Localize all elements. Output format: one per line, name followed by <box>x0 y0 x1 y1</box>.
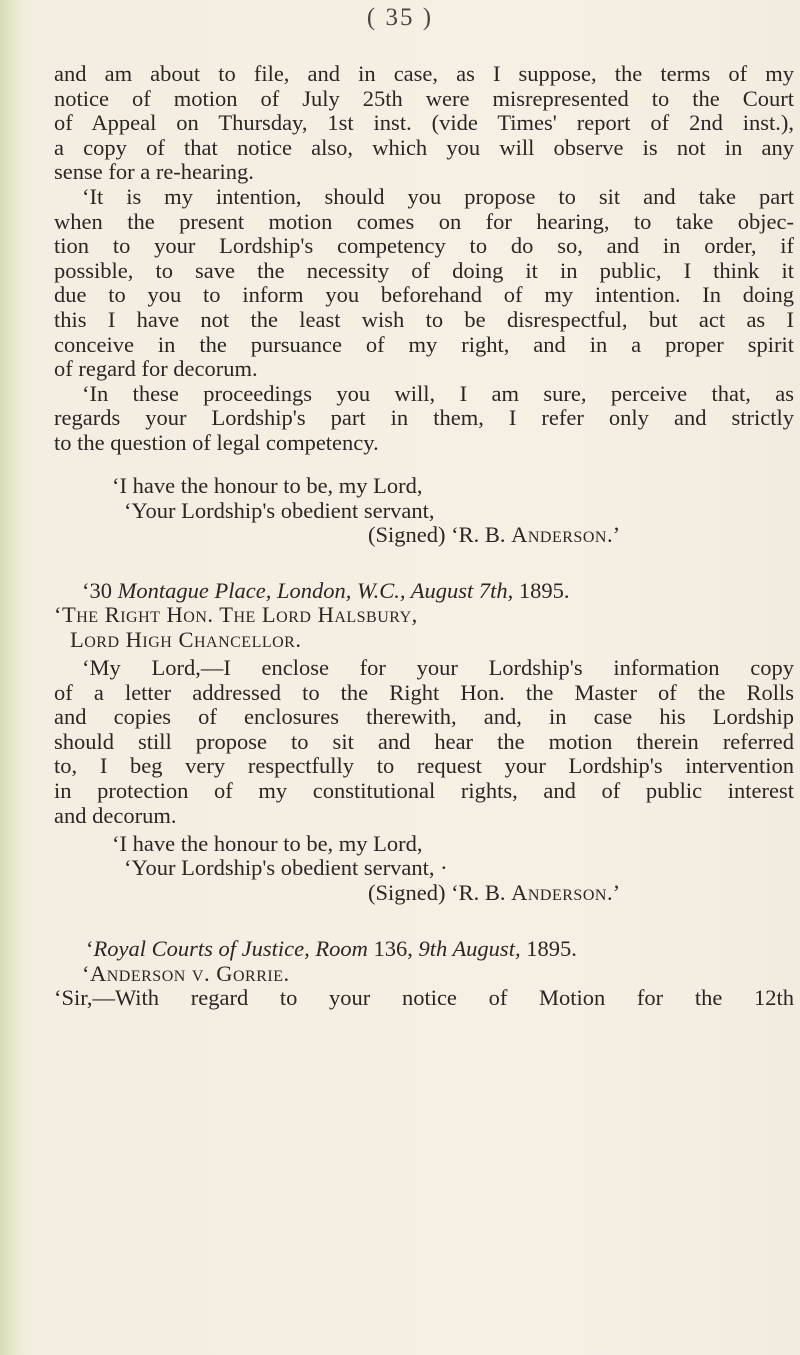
address-prefix: ‘ <box>86 936 94 961</box>
text-line: ‘It is my intention, should you propose to sit and take part <box>82 183 794 209</box>
letter-1-closing-2: ‘Your Lordship's obedient servant, <box>124 498 435 523</box>
text-line: possible, to save the necessity of doing it in public, I think it <box>54 257 794 283</box>
signature-prefix: (Signed) ‘R. B. <box>368 522 512 547</box>
address-year: 1895. <box>513 578 570 603</box>
text-line: and am about to file, and in case, as I suppose, the terms of my <box>54 61 794 86</box>
letter-3-first-line <box>54 986 794 1011</box>
letter-2-recipient-name: ‘The Right Hon. The Lord Halsbury, <box>54 602 418 627</box>
page-number: ( 35 ) <box>366 4 434 31</box>
letter-1-closing-1: ‘I have the honour to be, my Lord, <box>112 473 423 498</box>
letter-2-closing-2: ‘Your Lordship's obedient servant, · <box>124 855 448 880</box>
letter-2-address <box>82 579 570 604</box>
text-line: and copies of enclosures therewith, and, in case his Lordship <box>54 704 794 730</box>
text-line: and decorum. <box>54 802 177 828</box>
letter-2-signature <box>368 881 620 906</box>
text-line: to, I beg very respectfully to request your Lordship's intervention <box>54 753 794 779</box>
text-line: sense for a re-hearing. <box>54 159 254 185</box>
address-room: 136, <box>367 936 419 961</box>
text-line: ‘In these proceedings you will, I am sure, perceive that, as <box>82 380 794 406</box>
text-line: notice of motion of July 25th were misrepresented to the Court <box>54 85 794 111</box>
address-date: 9th August, <box>418 936 521 961</box>
text-line: to the question of legal competency. <box>54 429 379 455</box>
letter-2-recipient-title: Lord High Chancellor. <box>70 627 302 652</box>
letter-3-address <box>86 937 577 962</box>
text-line: regards your Lordship's part in them, I refer only and strictly <box>54 405 794 431</box>
text-line: of Appeal on Thursday, 1st inst. (vide Times' report of 2nd inst.), <box>54 110 794 136</box>
letter-3-case-title: ‘Anderson v. Gorrie. <box>82 961 290 986</box>
text-line: this I have not the least wish to be disrespectful, but act as I <box>54 306 794 332</box>
text-line: of regard for decorum. <box>54 356 258 382</box>
address-year: 1895. <box>520 936 577 961</box>
signature-name: Anderson <box>511 880 607 905</box>
letter-1-body <box>54 62 794 456</box>
letter-2-body <box>54 656 794 828</box>
text-line: in protection of my constitutional rights, and of public interest <box>54 777 794 803</box>
letter-2-closing-1: ‘I have the honour to be, my Lord, <box>112 831 423 856</box>
address-prefix: ‘30 <box>82 578 118 603</box>
signature-suffix: .’ <box>606 880 621 905</box>
text-line: ‘Sir,—With regard to your notice of Motion for the 12th <box>54 985 794 1010</box>
page-gutter <box>0 0 22 1355</box>
text-line: tion to your Lordship's competency to do so, and in order, if <box>54 233 794 259</box>
text-line: a copy of that notice also, which you will observe is not in any <box>54 134 794 160</box>
address-place: Montague Place, London, W.C., August 7th, <box>117 578 514 603</box>
signature-name: Anderson <box>511 522 607 547</box>
text-line: when the present motion comes on for hearing, to take objec- <box>54 208 794 234</box>
text-line: ‘My Lord,—I enclose for your Lordship's information copy <box>82 655 794 680</box>
text-line: due to you to inform you beforehand of my intention. In doing <box>54 282 794 308</box>
text-line: conceive in the pursuance of my right, and in a proper spirit <box>54 331 794 357</box>
text-line: of a letter addressed to the Right Hon. the Master of the Rolls <box>54 679 794 705</box>
signature-suffix: .’ <box>606 522 621 547</box>
signature-prefix: (Signed) ‘R. B. <box>368 880 512 905</box>
address-place: Royal Courts of Justice, Room <box>93 936 368 961</box>
text-line: should still propose to sit and hear the motion therein referred <box>54 728 794 754</box>
letter-1-signature <box>368 523 620 548</box>
